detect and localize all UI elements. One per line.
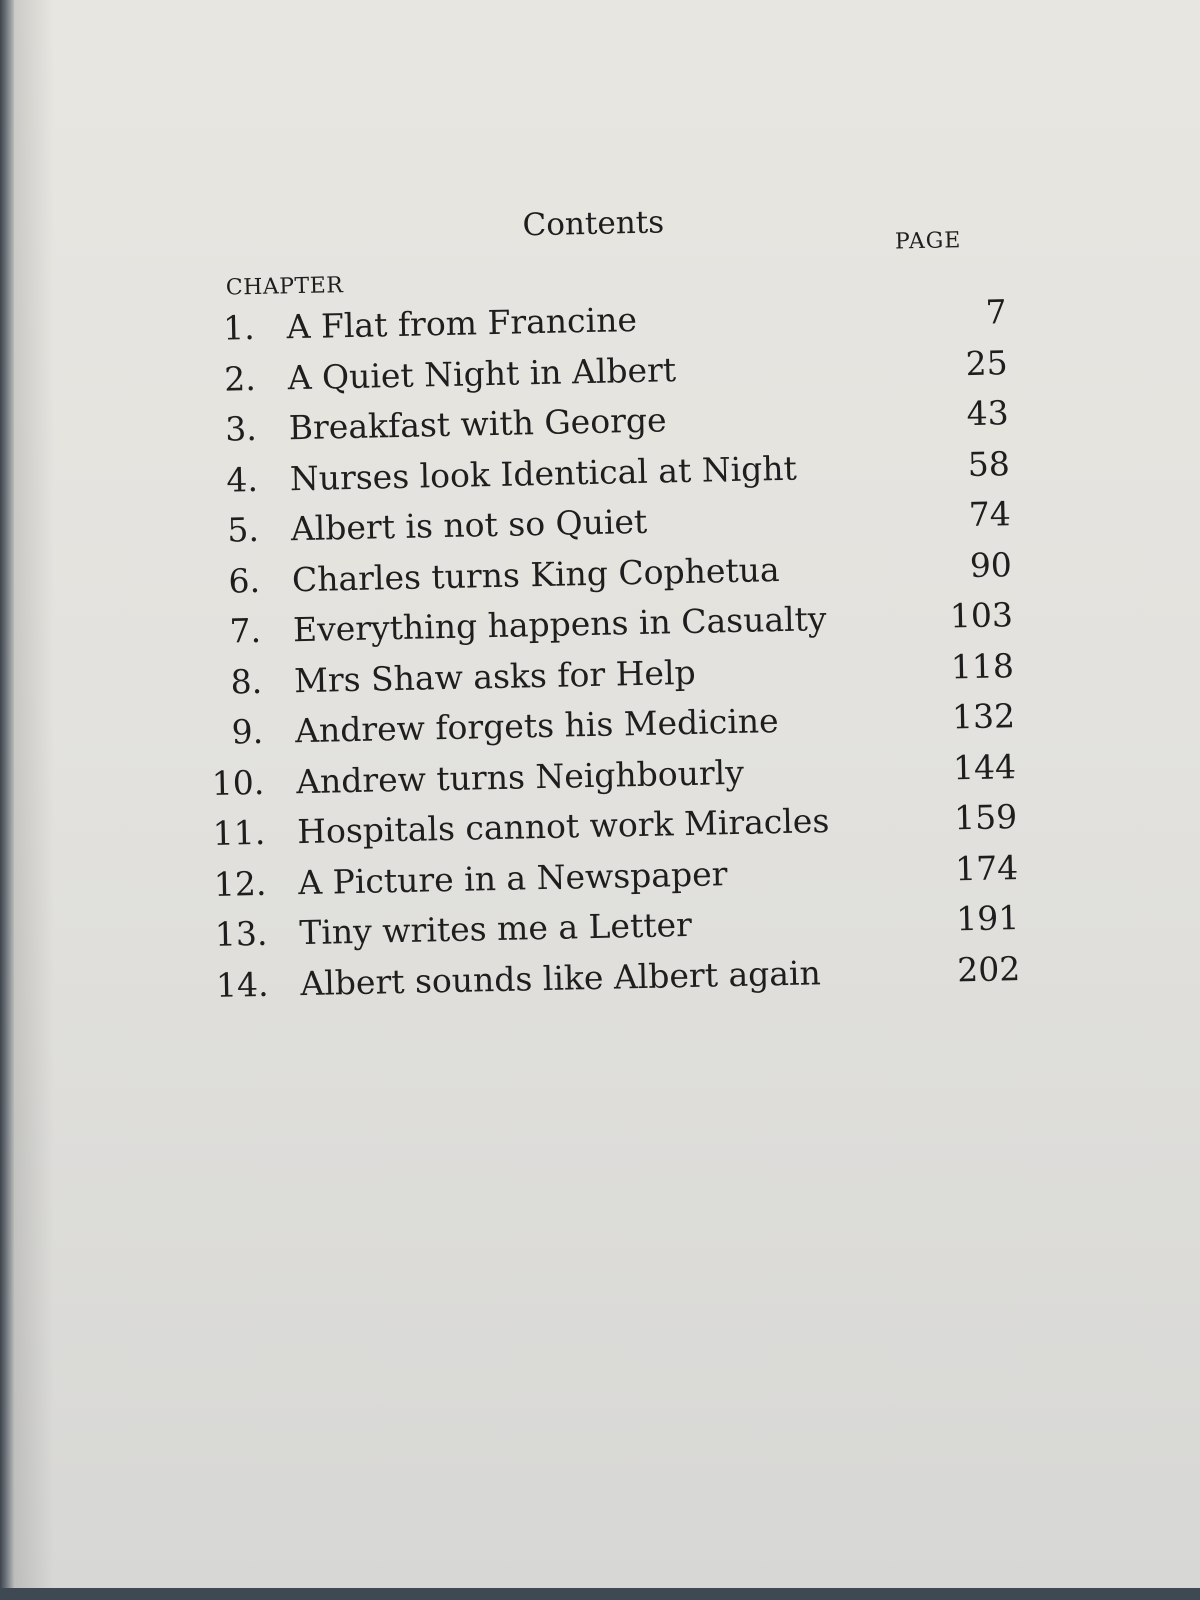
page-column-header: PAGE [894,228,962,255]
chapter-number: 2. [223,358,257,399]
chapter-title: Breakfast with George [288,400,667,448]
chapter-page-number: 144 [952,746,1017,787]
chapter-title: Andrew forgets his Medicine [294,701,779,751]
chapter-column-header: CHAPTER [225,273,344,301]
chapter-number: 3. [224,408,258,449]
chapter-number: 9. [231,711,264,752]
chapter-page-number: 159 [953,797,1018,838]
contents-title: Contents [522,204,665,244]
chapter-page-number: 25 [965,342,1008,383]
chapter-title: A Picture in a Newspaper [297,853,728,902]
chapter-title: Hospitals cannot work Miracles [296,801,830,852]
binding-shadow [14,0,54,1588]
chapter-number: 7. [229,610,262,651]
chapter-page-number: 174 [954,847,1019,888]
chapter-title: Andrew turns Neighbourly [295,752,745,801]
chapter-number: 11. [212,812,266,853]
chapter-number: 13. [214,913,268,954]
page-bottom-edge [0,1588,1200,1600]
chapter-title: A Quiet Night in Albert [287,349,677,397]
chapter-page-number: 103 [949,595,1014,636]
chapter-title: Everything happens in Casualty [292,599,827,650]
chapter-page-number: 74 [968,494,1012,535]
chapter-title: A Flat from Francine [286,299,638,347]
chapter-number: 1. [222,307,256,348]
chapter-number: 10. [211,762,265,803]
table-of-contents [204,183,1024,1005]
chapter-title: Charles turns King Cophetua [291,549,780,599]
chapter-title: Albert is not so Quiet [290,501,648,549]
chapter-title: Nurses look Identical at Night [289,448,798,498]
book-spine-edge [0,0,14,1600]
chapter-number: 4. [225,459,259,500]
chapter-page-number: 58 [967,443,1011,484]
chapter-title: Tiny writes me a Letter [298,904,693,953]
toc-entries [206,287,1041,1011]
chapter-number: 5. [227,509,260,550]
chapter-number: 6. [228,560,261,601]
chapter-page-number: 7 [985,292,1007,332]
chapter-number: 12. [213,863,267,904]
book-page [14,0,1200,1588]
chapter-page-number: 118 [950,645,1015,686]
chapter-title: Albert sounds like Albert again [300,952,822,1003]
chapter-page-number: 90 [969,544,1013,585]
chapter-number: 8. [230,661,263,702]
chapter-page-number: 132 [951,696,1016,737]
chapter-page-number: 202 [956,948,1021,989]
chapter-page-number: 191 [955,898,1020,939]
chapter-title: Mrs Shaw asks for Help [293,652,697,700]
chapter-number: 14. [215,964,269,1005]
chapter-page-number: 43 [966,393,1010,434]
